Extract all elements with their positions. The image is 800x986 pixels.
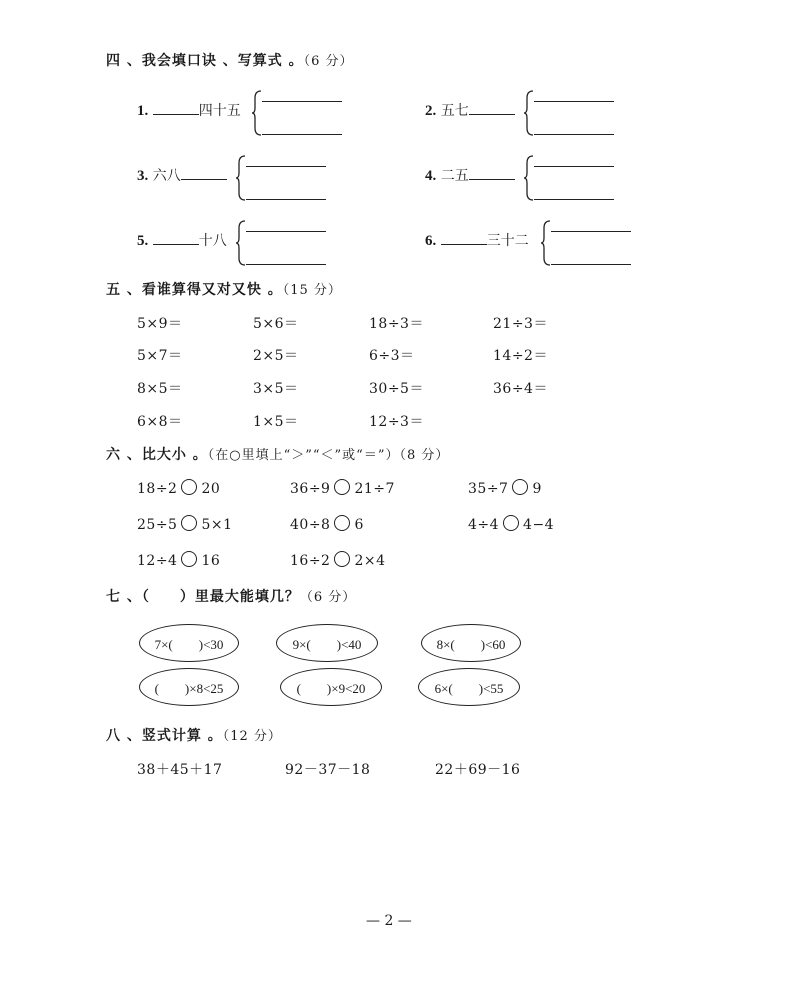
answer-line[interactable] <box>534 199 614 200</box>
fill-item-1 <box>137 100 241 120</box>
item-number: 5. <box>137 233 149 249</box>
oval-item[interactable]: 9×( )<40 <box>276 624 378 662</box>
item-text: 五七 <box>440 103 469 119</box>
item-text: 三十二 <box>486 233 529 249</box>
compare-right: 5×1 <box>201 517 233 533</box>
compare-left: 25÷5 <box>137 517 178 533</box>
vertical-calc-item: 92－37－18 <box>285 762 371 778</box>
compare-left: 16÷2 <box>290 553 331 569</box>
section-8-title: 八 、竖式计算 。 <box>106 728 223 744</box>
compare-circle[interactable] <box>512 479 528 495</box>
fill-item-5 <box>137 230 227 250</box>
brace-icon <box>524 155 534 201</box>
answer-line[interactable] <box>246 231 326 232</box>
oval-item[interactable]: 8×( )<60 <box>421 624 521 662</box>
compare-left: 18÷2 <box>137 481 178 497</box>
section-4-title: 四 、我会填口诀 、写算式 。 <box>106 53 304 69</box>
calc-item: 5×7＝ <box>137 348 183 364</box>
section-4-points: （6 分） <box>303 54 354 69</box>
calc-item: 14÷2＝ <box>493 348 548 364</box>
vertical-calc-item: 38＋45＋17 <box>137 762 223 778</box>
item-number: 2. <box>425 103 437 119</box>
fill-item-4 <box>425 165 515 185</box>
oval-item[interactable]: ( )×9<20 <box>280 668 382 706</box>
calc-item: 18÷3＝ <box>369 316 424 332</box>
calc-item: 21÷3＝ <box>493 316 548 332</box>
compare-item <box>290 479 395 497</box>
compare-left: 4÷4 <box>468 517 500 533</box>
compare-right: 20 <box>201 481 221 497</box>
compare-left: 36÷9 <box>290 481 331 497</box>
answer-line[interactable] <box>551 231 631 232</box>
compare-item <box>137 479 220 497</box>
answer-line[interactable] <box>246 166 326 167</box>
fill-item-3 <box>137 165 227 185</box>
section-7-points: （6 分） <box>299 590 357 605</box>
answer-blank[interactable] <box>153 232 199 245</box>
section-5-title: 五 、看谁算得又对又快 。 <box>106 282 283 298</box>
compare-item <box>137 551 220 569</box>
calc-item: 2×5＝ <box>253 348 299 364</box>
compare-item <box>290 515 364 533</box>
answer-line[interactable] <box>551 264 631 265</box>
answer-line[interactable] <box>534 166 614 167</box>
calc-item: 6×8＝ <box>137 414 183 430</box>
section-7-heading <box>106 586 356 606</box>
compare-circle[interactable] <box>503 515 519 531</box>
calc-item: 36÷4＝ <box>493 381 548 397</box>
oval-item[interactable]: 7×( )<30 <box>139 624 239 662</box>
section-8-points: （12 分） <box>222 729 282 744</box>
compare-circle[interactable] <box>181 479 197 495</box>
compare-item <box>137 515 233 533</box>
item-text: 十八 <box>198 233 227 249</box>
answer-blank[interactable] <box>153 102 199 115</box>
compare-circle[interactable] <box>334 551 350 567</box>
compare-left: 40÷8 <box>290 517 331 533</box>
item-text: 二五 <box>440 168 469 184</box>
compare-right: 9 <box>532 481 542 497</box>
answer-blank[interactable] <box>441 232 487 245</box>
calc-item: 30÷5＝ <box>369 381 424 397</box>
calc-item: 12÷3＝ <box>369 414 424 430</box>
item-text: 六八 <box>152 168 181 184</box>
compare-left: 35÷7 <box>468 481 509 497</box>
section-5-points: （15 分） <box>282 283 342 298</box>
answer-line[interactable] <box>262 101 342 102</box>
item-number: 3. <box>137 168 149 184</box>
section-6-title: 六 、比大小 。 <box>106 447 208 463</box>
brace-icon <box>236 220 246 266</box>
answer-line[interactable] <box>246 264 326 265</box>
vertical-calc-item: 22＋69－16 <box>435 762 521 778</box>
answer-line[interactable] <box>534 134 614 135</box>
compare-item <box>290 551 386 569</box>
brace-icon <box>541 220 551 266</box>
compare-item <box>468 515 554 533</box>
compare-circle[interactable] <box>334 479 350 495</box>
brace-icon <box>236 155 246 201</box>
oval-item[interactable]: 6×( )<55 <box>418 668 520 706</box>
section-7-title: 七 、（ ）里最大能填几？ <box>106 589 300 605</box>
item-number: 6. <box>425 233 437 249</box>
section-5-heading <box>106 279 342 299</box>
calc-item: 3×5＝ <box>253 381 299 397</box>
compare-right: 6 <box>354 517 364 533</box>
answer-line[interactable] <box>262 134 342 135</box>
compare-item <box>468 479 542 497</box>
compare-right: 16 <box>201 553 221 569</box>
calc-item: 5×9＝ <box>137 316 183 332</box>
oval-item[interactable]: ( )×8<25 <box>139 668 239 706</box>
calc-item: 5×6＝ <box>253 316 299 332</box>
answer-blank[interactable] <box>469 167 515 180</box>
answer-blank[interactable] <box>181 167 227 180</box>
page-number: — 2 — <box>366 913 412 929</box>
compare-left: 12÷4 <box>137 553 178 569</box>
compare-right: 4−4 <box>523 517 555 533</box>
compare-right: 2×4 <box>354 553 386 569</box>
section-8-heading <box>106 725 282 745</box>
brace-icon <box>524 90 534 136</box>
calc-item: 1×5＝ <box>253 414 299 430</box>
section-6-instruction: （在○里填上“＞”“＜”或“＝”）（8 分） <box>207 448 450 463</box>
answer-line[interactable] <box>534 101 614 102</box>
fill-item-2 <box>425 100 515 120</box>
calc-item: 8×5＝ <box>137 381 183 397</box>
compare-circle[interactable] <box>181 515 197 531</box>
section-4-heading <box>106 50 354 70</box>
section-6-heading <box>106 444 449 464</box>
compare-right: 21÷7 <box>354 481 395 497</box>
answer-blank[interactable] <box>469 102 515 115</box>
item-number: 1. <box>137 103 149 119</box>
compare-circle[interactable] <box>181 551 197 567</box>
item-number: 4. <box>425 168 437 184</box>
fill-item-6 <box>425 230 529 250</box>
compare-circle[interactable] <box>334 515 350 531</box>
calc-item: 6÷3＝ <box>369 348 415 364</box>
brace-icon <box>252 90 262 136</box>
answer-line[interactable] <box>246 199 326 200</box>
item-text: 四十五 <box>198 103 241 119</box>
